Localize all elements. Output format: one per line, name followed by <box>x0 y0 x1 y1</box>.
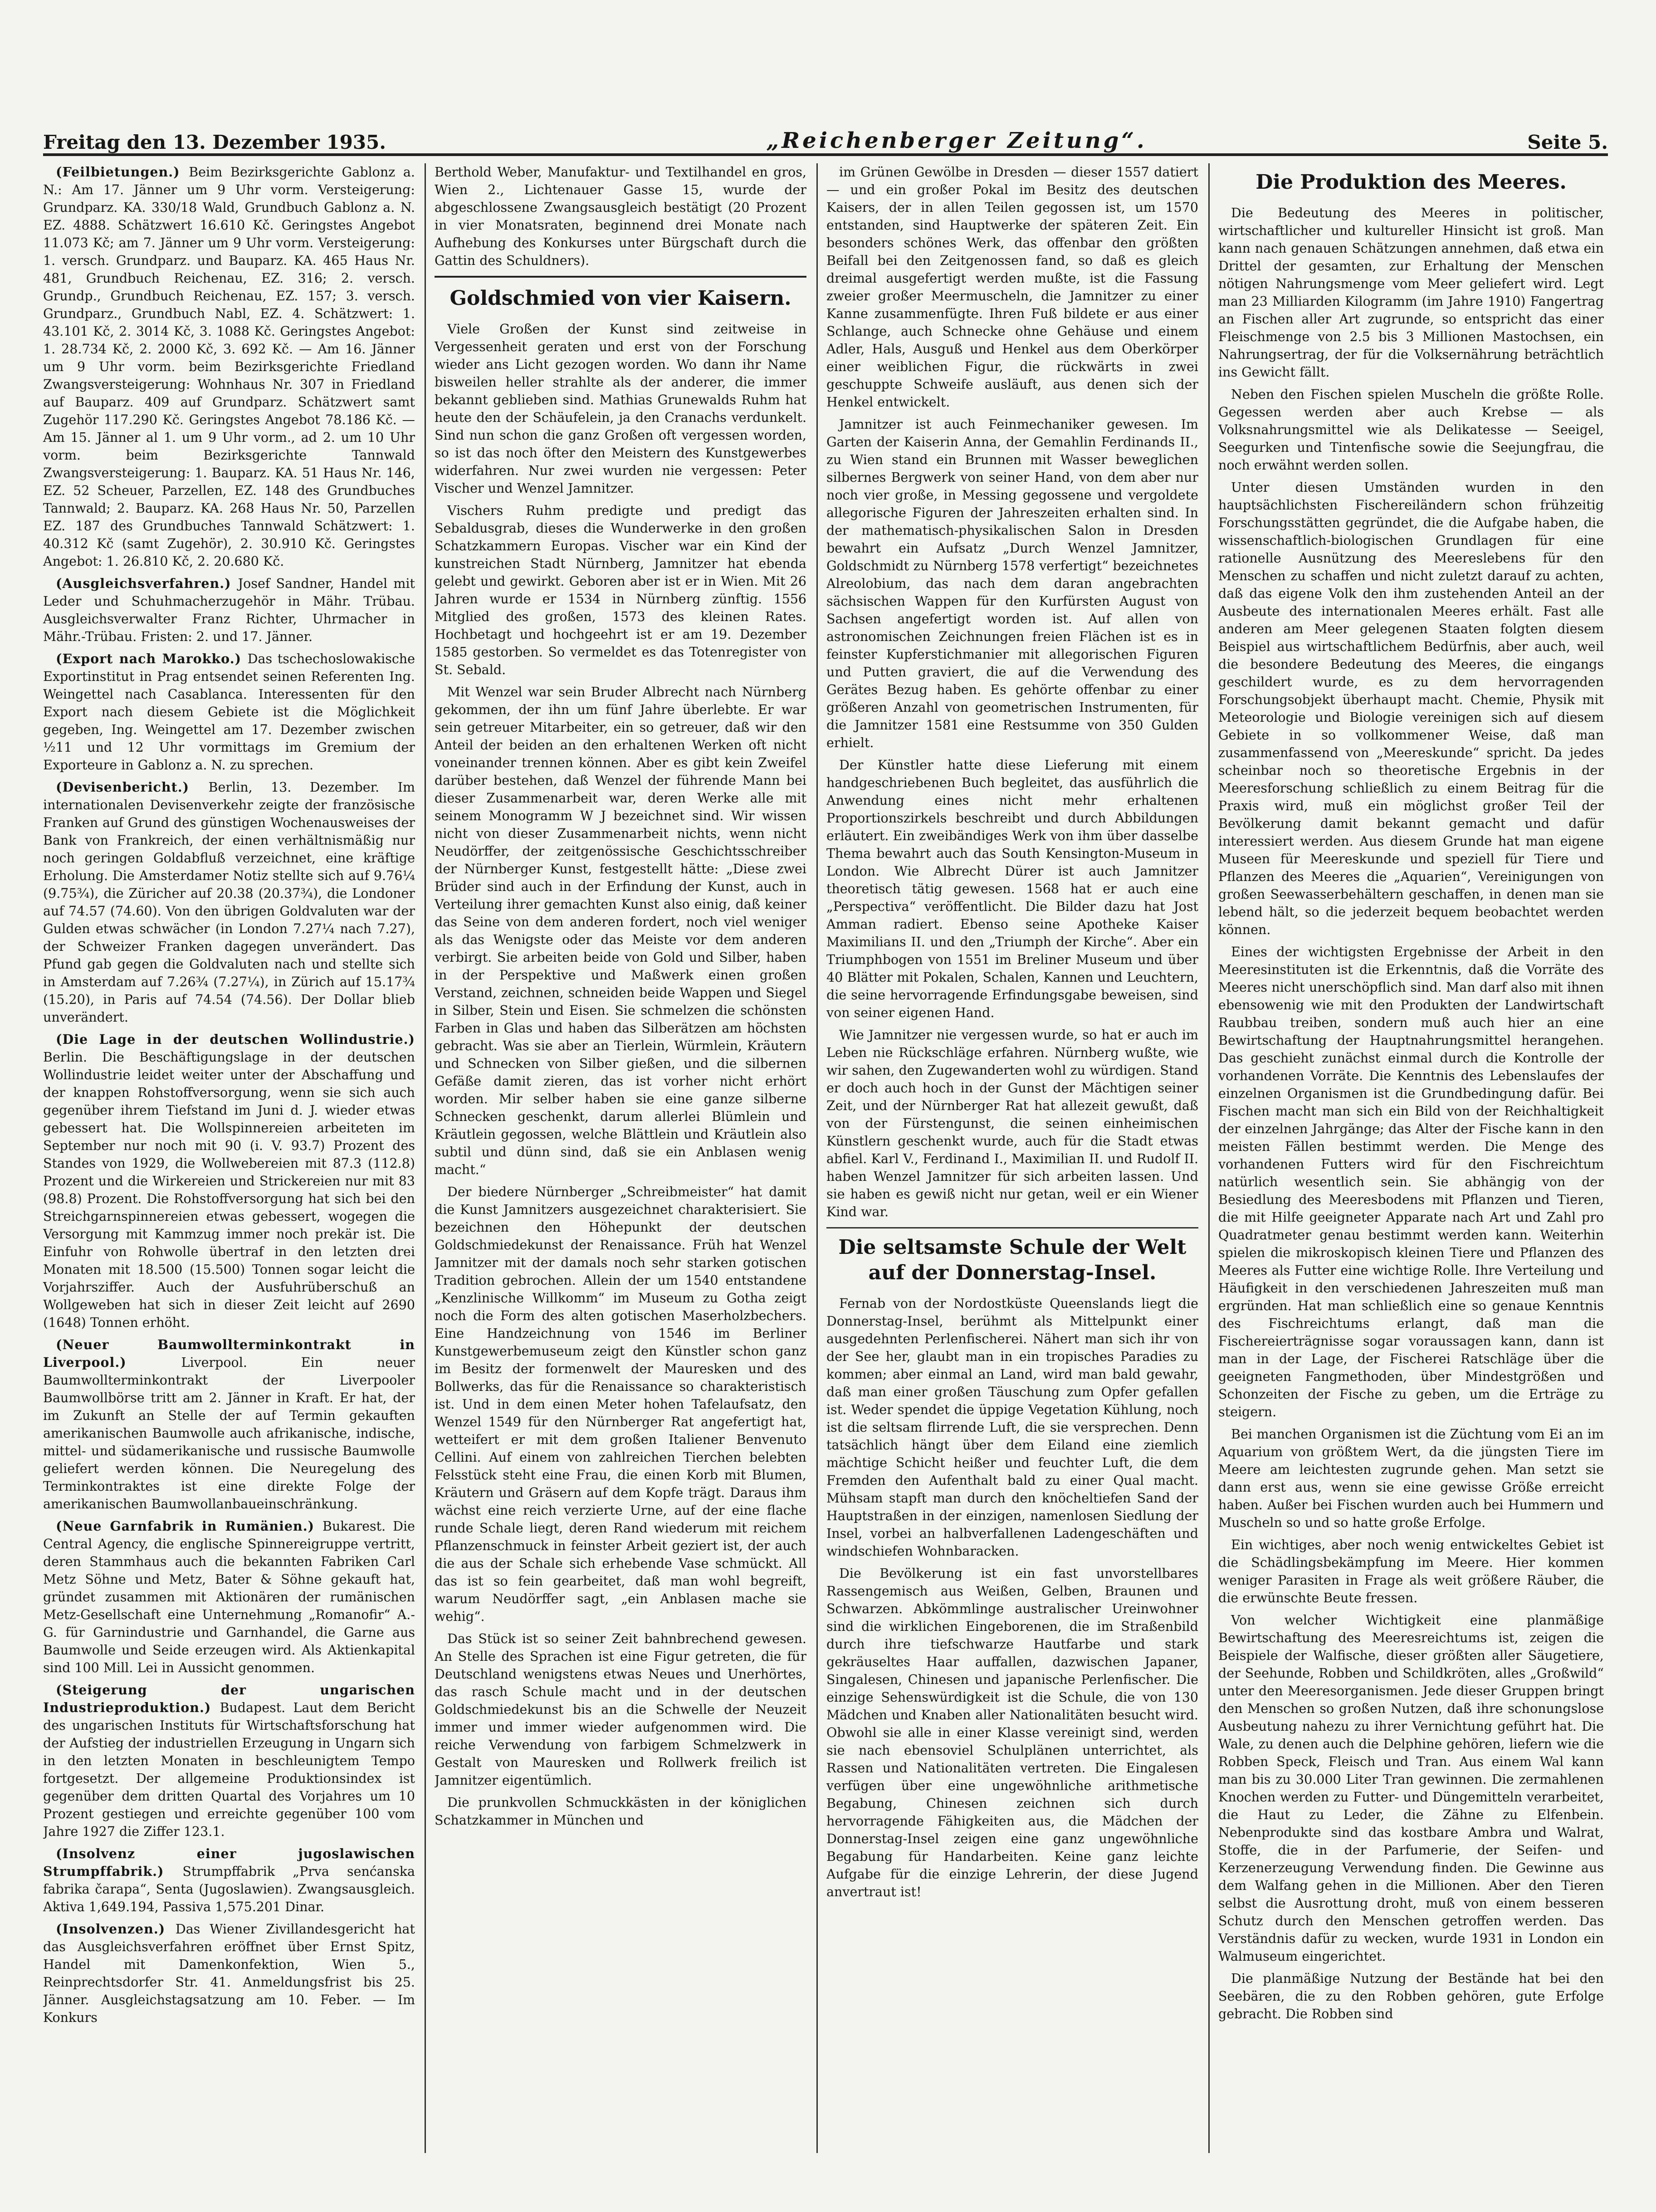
article-paragraph: Fernab von der Nordostküste Queenslands liegt die Donnerstag-Insel, berühmt als Mittelpunkt einer ausgedehnten Perlenfischerei. Nähert man sich ihr von der See her, glaubt man in ein tropisches Paradies zu kommen; aber einmal an Land, wird man bald gewahr, daß man einer großen Täuschung zum Opfer gefallen ist. Weder spendet die üppige Vegetation Kühlung, noch ist die seltsam flirrende Luft, die sie versprechen. Denn tatsächlich hängt über dem Eiland eine ziemlich mächtige Schicht heißer und feuchter Luft, die dem Fremden den Aufenthalt bald zu einer Qual macht. Mühsam stapft man durch den knöcheltiefen Sand der Hauptstraßen in der einzigen, namenlosen Siedlung der Insel, vorbei an halbverfallenen Ladengeschäften und windschiefen Wohnbaracken. <box>826 1296 1198 1559</box>
article-body-school <box>826 1295 1198 1901</box>
notice-text: Bukarest. Die Central Agency, die englische Spinnereigruppe vertritt, deren Stammhaus auch die bekannten Fabriken Carl Metz Söhne und Metz, Bater & Söhne gekauft hat, gründet zusammen mit Aktionären der rumänischen Metz-Gesellschaft eine Unternehmung „Romanofir“ A.-G. für Garnindustrie und Garnhandel, die Garne aus Baumwolle und Seide erzeugen wird. Als Aktienkapital sind 100 Mill. Lei in Aussicht genommen. <box>43 1519 415 1675</box>
notice-heading: (Export nach Marokko.) <box>56 651 248 666</box>
newspaper-title: „Reichenberger Zeitung“. <box>766 128 1147 153</box>
article-paragraph: Ein wichtiges, aber noch wenig entwickeltes Gebiet ist die Schädlingsbekämpfung im Meere. Hier kommen weniger Parasiten in Frage als weit größere Räuber, die die erwünschte Beute fressen. <box>1218 1537 1604 1605</box>
notice-text: Budapest. Laut dem Bericht des ungarischen Instituts für Wirtschaftsforschung hat der Aufstieg der industriellen Erzeugung in Ungarn sich in den letzten Monaten in beschleunigtem Tempo fortgesetzt. Der allgemeine Produktionsindex ist gegenüber dem dritten Quartal des Vorjahres um 10 Prozent gestiegen und erreichte gegenüber 100 vom Jahre 1927 die Ziffer 123.1. <box>43 1700 415 1839</box>
news-notice <box>43 1845 415 1916</box>
article-paragraph: Eines der wichtigsten Ergebnisse der Arbeit in den Meeresinstituten ist die Erkenntnis, daß die Vorräte des Meeres nicht unerschöpflich sind. Man darf also mit ihnen ebensowenig wie mit den Produkten der Landwirtschaft Raubbau treiben, sondern muß auch hier an eine Bewirtschaftung der Hauptnahrungsmittel herangehen. Das geschieht zunächst einmal durch die Kontrolle der vorhandenen Vorräte. Die Kenntnis des Lebenslaufes der einzelnen Organismen ist die Grundbedingung dafür. Bei Fischen macht man sich ein Bild von der Reichhaltigkeit der einzelnen Jahrgänge; das Alter der Fische kann in den meisten Fällen bestimmt werden. Die Menge des vorhandenen Futters wird für den Fischreichtum natürlich wesentlich sein. Sie abhängig von der Besiedlung des Meeresbodens mit Pflanzen und Tieren, die mit Hilfe geeigneter Apparate nach Art und Zahl pro Quadratmeter genau bestimmt werden kann. Weiterhin spielen die mikroskopisch kleinen Tiere und Pflanzen des Meeres als Futter eine wichtige Rolle. Ihre Verteilung und Häufigkeit in den verschiedenen Jahreszeiten muß man ergründen. Hat man schließlich eine so genaue Kenntnis des Fischreichtums erlangt, daß man die Fischereierträgnisse sogar voraussagen kann, dann ist man in der Lage, der Fischerei Ratschläge über die geeigneten Fangmethoden, über Mindestgrößen und Schonzeiten der Fische zu geben, um die Erträge zu steigern. <box>1218 945 1604 1419</box>
notice-heading: (Insolvenz einer jugoslawischen Strumpffabrik.) <box>43 1846 415 1879</box>
article-title-sea: Die Produktion des Meeres. <box>1255 171 1567 194</box>
masthead <box>43 117 1608 156</box>
notice-heading: (Steigerung der ungarischen Industrieproduktion.) <box>43 1682 415 1715</box>
column-goldsmith-article <box>435 163 806 2153</box>
column-economy-notices <box>43 163 415 2153</box>
news-notice <box>43 1681 415 1840</box>
article-paragraph: Neben den Fischen spielen Muscheln die größte Rolle. Gegessen werden aber auch Krebse — als Volksnahrungsmittel wie als Delikatesse — Seeigel, Seegurken und Tintenfische sowie die Seejungfrau, die noch erwähnt werden sollen. <box>1218 387 1604 473</box>
article-body-goldsmith <box>435 320 806 1829</box>
notice-text: Das tschechoslowakische Exportinstitut in Prag entsendet seinen Referenten Ing. Weingettel nach Casablanca. Interessenten für den Export nach diesem Gebiete ist die Möglichkeit gegeben, Ing. Weingettel am 17. Dezember zwischen ½11 und 12 Uhr vormittags im Gremium der Exporteure in Gablonz a. N. zu sprechen. <box>43 651 415 773</box>
page-number: Seite 5. <box>1527 131 1608 153</box>
article-paragraph: Die planmäßige Nutzung der Bestände hat bei den Seebären, die zu den Robben gehören, gute Erfolge gebracht. Die Robben sind <box>1218 1971 1604 2021</box>
article-paragraph: Wie Jamnitzer nie vergessen wurde, so hat er auch im Leben nie Rückschläge erfahren. Nürnberg wußte, wie wir sahen, den Zugewanderten wohl zu würdigen. Stand er doch auch hoch in der Gunst der Mächtigen seiner Zeit, und der Nürnberger Rat hat allezeit gewußt, daß von der Fürstengunst, die seinen einheimischen Künstlern geschenkt wurde, auch für die Stadt etwas abfiel. Karl V., Ferdinand I., Maximilian II. und Rudolf II. haben Wenzel Jamnitzer für sich arbeiten lassen. Und sie haben es gewiß nicht nur getan, weil er ein Wiener Kind war. <box>826 1028 1198 1219</box>
article-title-goldsmith: Goldschmied von vier Kaisern. <box>435 276 806 311</box>
news-notice <box>43 575 415 646</box>
notice-heading: (Neue Garnfabrik in Rumänien.) <box>56 1518 322 1534</box>
article-paragraph: Vischers Ruhm predigte und predigt das Sebaldusgrab, dieses die Wunderwerke in den großen Schatzkammern Europas. Vischer war ein Kind der kunstreichen Stadt Nürnberg, Jamnitzer hat ebenda gelebt und gewirkt. Geboren aber ist er in Wien. Mit 26 Jahren wurde er 1534 in Nürnberg zünftig. 1556 Mitglied des großen, 1573 des kleinen Rates. Hochbetagt und hochgeehrt ist er am 19. Dezember 1585 gestorben. So vermeldet es das Totenregister von St. Sebald. <box>435 503 806 677</box>
notice-heading: (Feilbietungen.) <box>56 164 189 180</box>
article-body-goldsmith-continued <box>826 163 1198 1221</box>
notice-heading: (Devisenbericht.) <box>56 779 209 795</box>
article-paragraph: Viele Großen der Kunst sind zeitweise in Vergessenheit geraten und erst von der Forschung wieder ans Licht gezogen worden. Wo dann ihr Name bisweilen heller strahlte als der anderer, die immer bekannt geblieben sind. Mathias Grunewalds Ruhm hat heute den der Schäufelein, ja den Cranachs verdunkelt. Sind nun schon die ganz Großen oft vergessen worden, so ist das noch öfter den Meistern des Kunstgewerbes widerfahren. Nur zwei wurden nie vergessen: Peter Vischer und Wenzel Jamnitzer. <box>435 322 806 496</box>
article-paragraph: Der biedere Nürnberger „Schreibmeister“ hat damit die Kunst Jamnitzers ausgezeichnet charakterisiert. Sie bezeichnen den Höhepunkt der deutschen Goldschmiedekunst der Renaissance. Früh hat Wenzel Jamnitzer mit der damals noch sehr starken gotischen Tradition gebrochen. Allein der um 1540 entstandene „Kenzlinische Willkomm“ im Museum zu Gotha zeigt noch die Form des alten gotischen Maserholzbechers. Eine Handzeichnung von 1546 im Berliner Kunstgewerbemuseum zeigt den Künstler schon ganz im Besitz der formenwelt der Mauresken und des Bollwerks, das für die Renaissance so charakteristisch ist. Und in dem einen Meter hohen Tafelaufsatz, den Wenzel 1549 für den Nürnberger Rat angefertigt hat, wetteifert er mit dem großen Italiener Benvenuto Cellini. Auf einem von zahlreichen Tierchen belebten Felsstück steht eine Frau, die einen Korb mit Blumen, Kräutern und Gräsern auf dem Kopfe trägt. Daraus ihm wächst eine reich verzierte Urne, auf der eine flache runde Schale liegt, deren Rand wiederum mit reichem Pflanzenschmuck in feinster Arbeit geziert ist, der auch die aus der Schale sich erhebende Vase schmückt. All das ist so fein gearbeitet, daß man wohl begreift, warum Neudörffer sagt, „ein Anblasen mache sie wehig“. <box>435 1184 806 1624</box>
article-separator <box>826 1227 1198 1228</box>
article-paragraph: Mit Wenzel war sein Bruder Albrecht nach Nürnberg gekommen, der ihn um fünf Jahre überlebte. Er war sein getreuer Mitarbeiter, ein so getreuer, daß wir den Anteil der beiden an den erhaltenen Werken oft nicht voneinander trennen können. Aber es gibt kein Zweifel darüber bestehen, daß Wenzel der führende Mann bei dieser Zusammenarbeit war, deren Werke alle mit seinem Monogramm W J bezeichnet sind. Wir wissen nicht von dieser Zusammenarbeit nichts, wenn nicht Neudörffer, der zeitgenössische Geschichtsschreiber der Nürnberger Kunst, festgestellt hätte: „Diese zwei Brüder sind auch in der Erfindung der Kunst, auch in Verteilung ihrer gemachten Kunst also einig, daß keiner das Seine von dem anderen fordert, noch viel weniger als das Wenigste oder das Meiste vor dem anderen verbirgt. Sie arbeiten beide von Gold und Silber, haben in der Perspektive und Maßwerk einen großen Verstand, zeichnen, schneiden beide Wappen und Siegel in Silber, Stein und Eisen. Sie schmelzen die schönsten Farben in Glas und haben das Silberätzen am höchsten gebracht. Was sie aber an Tierlein, Würmlein, Kräutern und Schnecken von Silber gießen, und die silbernen Gefäße damit zieren, das ist vorher nicht erhört worden. Mir selber haben sie eine ganze silberne Schnecken geschenkt, darum allerlei Blümlein und Kräutlein gegossen, welche Blättlein und Kräutlein also subtil und dünn sind, daß sie ein Anblasen wenig macht.“ <box>435 685 806 1177</box>
notice-heading: (Neuer Baumwollterminkontrakt in Liverpool.) <box>43 1337 415 1370</box>
news-notice <box>43 650 415 774</box>
article-paragraph: Der Künstler hatte diese Lieferung mit einem handgeschriebenen Buch begleitet, das ausführlich die Anwendung eines nicht mehr erhaltenen Proportionszirkels beschreibt und durch Abbildungen erläutert. Ein zweibändiges Werk von ihm über dasselbe Thema bewahrt auch das South Kensington-Museum in London. Wie Albrecht Dürer ist auch Jamnitzer theoretisch tätig gewesen. 1568 hat er auch eine „Perspectiva“ veröffentlicht. Die Bilder dazu hat Jost Amman radiert. Ebenso seine Apotheke Kaiser Maximilians II. und den „Triumph der Kirche“. Aber ein Triumphbogen von 1551 im Breliner Museum und über 40 Blätter mit Pokalen, Schalen, Kannen und Leuchtern, die seine hervorragende Erfindungsgabe beweisen, sind von seiner eigenen Hand. <box>826 758 1198 1020</box>
notice-text: Das Wiener Zivillandesgericht hat das Ausgleichsverfahren eröffnet über Ernst Spitz, Handel mit Damenkonfektion, Wien 5., Reinprechtsdorfer Str. 41. Anmeldungsfrist bis 25. Jänner. Ausgleichstagsatzung am 10. Feber. — Im Konkurs <box>43 1922 415 2025</box>
notice-text: Berlin. Die Beschäftigungslage in der deutschen Wollindustrie leidet weiter unter der Abschaffung und der knappen Rohstoffversorgung, wenn sie sich auch gegenüber ihrem Tiefstand im Juni d. J. wieder etwas gebessert hat. Die Wollspinnereien arbeiteten im September nur noch mit 90 (i. V. 93.7) Prozent des Standes von 1929, die Wollwebereien mit 87.3 (112.8) Prozent und die Wirkereien und Strickereien nur mit 83 (98.8) Prozent. Die Rohstoffversorgung hat sich bei den Streichgarnspinnereien etwas gebessert, wogegen die Versorgung mit Kammzug immer noch prekär ist. Die Einfuhr von Rohwolle übertraf in den letzten drei Monaten mit 18.500 (15.500) Tonnen sogar leicht die Vorjahrsziffer. Auch der Ausfuhrüberschuß an Wollgeweben hat sich in dieser Zeit leicht auf 2690 (1648) Tonnen erhöht. <box>43 1050 415 1330</box>
article-paragraph: Die Bevölkerung ist ein fast unvorstellbares Rassengemisch aus Weißen, Gelben, Braunen und Schwarzen. Abkömmlinge australischer Ureinwohner sind die wirklichen Eingeborenen, die im Straßenbild durch ihre tiefschwarze Hautfarbe und stark gekräuseltes Haar auffallen, dazwischen Japaner, Singalesen, Chinesen und japanische Perlenfischer. Die einzige Sehenswürdigkeit ist die Schule, die von 130 Mädchen und Knaben aller Nationalitäten besucht wird. Obwohl sie alle in einer Klasse vereinigt sind, werden sie nach ebensoviel Schulplänen unterrichtet, als Rassen und Nationalitäten vertreten. Die Eingalesen verfügen über eine ungewöhnliche arithmetische Begabung, Chinesen zeichnen sich durch hervorragende Fähigkeiten aus, die Mädchen der Donnerstag-Insel zeigen eine ganz ungewöhnliche Begabung für Handarbeiten. Keine ganz leichte Aufgabe für die einzige Lehrerin, der diese Jugend anvertraut ist! <box>826 1566 1198 1899</box>
article-paragraph: Die prunkvollen Schmuckkästen in der königlichen Schatzkammer in München und <box>435 1795 806 1828</box>
notice-heading: (Ausgleichsverfahren.) <box>56 576 238 591</box>
notice-text: Strumpffabrik „Prva senćanska fabrika čarapa“, Senta (Jugoslawien). Zwangsausgleich. Aktiva 1,649.194, Passiva 1,575.201 Dinar. <box>43 1864 415 1914</box>
issue-date: Freitag den 13. Dezember 1935. <box>43 131 386 153</box>
notice-text: Beim Bezirksgerichte Gablonz a. N.: Am 17. Jänner um 9 Uhr vorm. Versteigerung: Grundparz. KA. 330/18 Wald, Grundbuch Gablonz a. N. EZ. 4888. Schätzwert 16.610 Kč. Geringstes Angebot 11.073 Kč; am 7. Jänner um 9 Uhr vorm. Versteigerung: 1. versch. Grundparz. und Bauparz. KA. 465 Haus Nr. 481, Grundbuch Reichenau, EZ. 316; 2. versch. Grundp., Grundbuch Reichenau, EZ. 157; 3. versch. Grundparz., Grundbuch Nabl, EZ. 4. Schätzwert: 1. 43.101 Kč, 2. 3014 Kč, 3. 1088 Kč. Geringstes Angebot: 1. 28.734 Kč, 2. 2000 Kč, 3. 692 Kč. — Am 16. Jänner um 9 Uhr vorm. beim Bezirksgerichte Friedland Zwangsversteigerung: Wohnhaus Nr. 307 in Friedland auf Bauparz. 409 auf Grundparz. Schätzwert samt Zugehör 117.290 Kč. Geringstes Angebot 78.186 Kč. — Am 15. Jänner al 1. um 9 Uhr vorm., ad 2. um 10 Uhr vorm. beim Bezirksgerichte Tannwald Zwangsversteigerung: 1. Bauparz. KA. 51 Haus Nr. 146, EZ. 52 Scheuer, Parzellen, EZ. 148 des Grundbuches Tannwald; 2. Bauparz. KA. 268 Haus Nr. 50, Parzellen EZ. 187 des Grundbuches Tannwald Schätzwert: 1. 40.312 Kč (samt Zugehör), 2. 30.910 Kč. Geringstes Angebot: 1. 26.810 Kč, 2. 20.680 Kč. <box>43 165 415 569</box>
news-notice <box>43 1920 415 2026</box>
article-paragraph: Bei manchen Organismen ist die Züchtung vom Ei an im Aquarium von größtem Wert, da die jüngsten Tiere im Meere am leichtesten zugrunde gehen. Man setzt sie dann erst aus, wenn sie eine gewisse Größe erreicht haben. Außer bei Fischen wurden auch bei Hummern und Muscheln so und so hatte große Erfolge. <box>1218 1427 1604 1530</box>
article-body-sea <box>1218 204 1604 2023</box>
article-title-school: Die seltsamste Schule der Welt auf der Donnerstag-Insel. <box>838 1236 1187 1284</box>
notice-heading: (Insolvenzen.) <box>56 1921 176 1937</box>
news-notice <box>43 1336 415 1513</box>
article-paragraph: im Grünen Gewölbe in Dresden — dieser 1557 datiert — und ein großer Pokal im Besitz des deutschen Kaisers, der in allen Teilen gegossen ist, um 1570 entstanden, sind Hauptwerke der späteren Zeit. Ein besonders schönes Werk, das offenbar den größten Beifall bei den Zeitgenossen fand, so daß es gleich dreimal ausgefertigt werden mußte, ist die Fassung zweier großer Meermuscheln, die Jamnitzer zu einer Kanne zusammenfügte. Ihren Fuß bildete er aus einer Schlange, auch Schnecke ohne Gehäuse und einem Adler, Hals, Ausguß und Henkel aus dem Oberkörper einer weiblichen Figur, die rückwärts in zwei geschuppte Schweife ausläuft, aus denen sich der Henkel entwickelt. <box>826 165 1198 410</box>
column-goldsmith-school <box>826 163 1198 2153</box>
column-rule <box>425 163 426 2153</box>
article-paragraph: Von welcher Wichtigkeit eine planmäßige Bewirtschaftung des Meeresreichtums ist, zeigen die Beispiele der Walfische, dieser größten aller Säugetiere, der Seehunde, Robben und Schildkröten, alles „Großwild“ unter den Meeresorganismen. Jede dieser Gruppen bringt den Menschen so großen Nutzen, daß ihre schonungslose Ausbeutung nahezu zu ihrer Vernichtung geführt hat. Die Wale, zu denen auch die Delphine gehören, liefern wie die Robben Speck, Fleisch und Tran. Aus einem Wal kann man bis zu 30.000 Liter Tran gewinnen. Die zermahlenen Knochen werden zu Futter- und Düngemitteln verarbeitet, die Haut zu Leder, die Zähne zu Elfenbein. Nebenprodukte sind das kostbare Ambra und Walrat, Stoffe, die in der Parfumerie, der Seifen- und Kerzenerzeugung Verwendung finden. Die Gewinne aus dem Walfang gehen in die Millionen. Aber den Tieren selbst die Ausrottung droht, muß von einem besseren Schutz durch den Menschen getroffen werden. Das Verständnis dafür zu wecken, wurde 1931 in London ein Walmuseum eingerichtet. <box>1218 1613 1604 1964</box>
column-rule <box>816 163 818 2153</box>
news-notice <box>43 163 415 570</box>
article-paragraph: Die Bedeutung des Meeres in politischer, wirtschaftlicher und kultureller Hinsicht ist groß. Man kann nach genauen Schätzungen annehmen, daß etwa ein Drittel der gesamten, zur Erhaltung der Menschen nötigen Nahrungsmenge vom Meer geliefert wird. Legt man 23 Milliarden Kilogramm (im Jahre 1910) Fangertrag an Fischen aller Art zugrunde, so entspricht das einer Fleischmenge von 2.5 bis 3 Millionen Mastochsen, ein Nahrungsertrag, der für die Volksernährung beträchtlich ins Gewicht fällt. <box>1218 206 1604 380</box>
notice-text: Liverpool. Ein neuer Baumwollterminkontrakt der Liverpooler Baumwollbörse tritt am 2. Jänner in Kraft. Er hat, der im Zukunft an Stelle der auf Termin gekauften amerikanischen Baumwolle auch afrikanische, indische, mittel- und südamerikanische und russische Baumwolle geliefert werden können. Die Neuregelung des Terminkontraktes ist eine direkte Folge der amerikanischen Baumwollanbaueinschränkung. <box>43 1355 415 1512</box>
notice-text: Josef Sandner, Handel mit Leder und Schuhmacherzugehör in Mähr. Trübau. Ausgleichsverwalter Franz Richter, Uhrmacher in Mähr.-Trübau. Fristen: 2. und 17. Jänner. <box>43 576 415 644</box>
column-rule <box>1208 163 1210 2153</box>
news-notice <box>43 1517 415 1677</box>
article-paragraph: Unter diesen Umständen wurden in den hauptsächlichsten Fischereiländern schon frühzeitig Forschungsstätten gegründet, die die Aufgabe haben, die wissenschaftlich-biologischen Grundlagen für eine rationelle Ausnützung des Meereslebens für den Menschen zu schaffen und nicht zuletzt darauf zu achten, daß das eigene Volk den ihm zustehenden Anteil an der Ausbeute des internationalen Meeres erhält. Fast alle anderen am Meer gelegenen Staaten folgten diesem Beispiel aus wirtschaftlichem Bedürfnis, aber auch, weil die besondere Bedeutung des Meeres, die eingangs geschildert wurde, es zu dem hervorragenden Forschungsobjekt überhaupt macht. Chemie, Physik mit Meteorologie und Biologie vereinigen sich auf diesem Gebiete in so vollkommener Weise, daß man zusammenfassend von „Meereskunde“ spricht. Da jedes scheinbar noch so theoretische Ergebnis in der Meeresforschung schließlich zu einem Beitrag für die Praxis wird, muß ein möglichst großer Teil der Bevölkerung damit bekannt gemacht und dafür interessiert werden. Aus diesem Grunde hat man eigene Museen für Meereskunde und speziell für Tiere und Pflanzen des Meeres die „Aquarien“, Vereinigungen von großen Seewasserbehältern geschaffen, in denen man sie lebend hält, so die jederzeit bequem beobachtet werden können. <box>1218 480 1604 937</box>
insolvency-notice-continued: Berthold Weber, Manufaktur- und Textilhandel en gros, Wien 2., Lichtenauer Gasse 15, wurde der abgeschlossene Zwangsausgleich bestätigt (20 Prozent in vier Monatsraten, beginnend drei Monate nach Aufhebung des Konkurses unter Bürgschaft durch die Gattin des Schuldners). <box>435 165 806 268</box>
column-sea-production <box>1218 163 1604 2153</box>
news-notice <box>43 778 415 1026</box>
article-paragraph: Jamnitzer ist auch Feinmechaniker gewesen. Im Garten der Kaiserin Anna, der Gemahlin Ferdinands II., zu Wien stand ein Brunnen mit Wasser beweglichen silbernes Bergwerk von seiner Hand, von dem aber nur noch vier große, in Messing gegossene und vergoldete allegorische Figuren der Jahreszeiten erhalten sind. In der mathematisch-physikalischen Salon in Dresden bewahrt ein Aufsatz „Durch Wenzel Jamnitzer, Goldschmidt zu Nürnberg 1578 verfertigt“ bezeichnetes Alreolobium, das nach dem daran angebrachten sächsischen Wappen für den Kurfürsten August von Sachsen angefertigt worden ist. Auf allen von astronomischen Zeichnungen freien Flächen ist es in feinster Kupferstichmanier mit allegorischen Figuren und Putten graviert, die auf die Verwendung des Gerätes Bezug haben. Es gehörte offenbar zu einer größeren Anzahl von geometrischen Instrumenten, für die Jamnitzer 1581 eine Restsumme von 350 Gulden erhielt. <box>826 417 1198 750</box>
notice-heading: (Die Lage in der deutschen Wollindustrie.) <box>56 1032 415 1047</box>
article-paragraph: Das Stück ist so seiner Zeit bahnbrechend gewesen. An Stelle des Sprachen ist eine Figur getreten, die für Deutschland wenigstens etwas Neues und Unerhörtes, das rasch Schule macht und in der deutschen Goldschmiedekunst bis an die Schwelle der Neuzeit immer und immer wieder aufgenommen wird. Die reiche Verwendung von farbigem Schmelzwerk in Gestalt von Mauresken und Rollwerk freilich ist Jamnitzer eigentümlich. <box>435 1631 806 1788</box>
news-notice <box>43 1031 415 1331</box>
notice-text: Berlin, 13. Dezember. Im internationalen Devisenverkehr zeigte der französische Franken auf Grund des günstigen Wochenausweises der Bank von Frankreich, der einen verhältnismäßig nur noch geringen Goldabfluß verzeichnet, eine kräftige Erholung. Die Amsterdamer Notiz stellte sich auf 9.76¼ (9.75¾), die Züricher auf 20.38 (20.37¾), die Londoner auf 74.57 (74.60). Von den übrigen Goldvaluten war der Gulden etwas schwächer (in London 7.27¼ nach 7.27), der Schweizer Franken dagegen unverändert. Das Pfund gab gegen die Goldvaluten nach und stellte sich in Amsterdam auf 7.26¾ (7.27¼), in Zürich auf 15.17¾ (15.20), in Paris auf 74.54 (74.56). Der Dollar blieb unverändert. <box>43 780 415 1025</box>
